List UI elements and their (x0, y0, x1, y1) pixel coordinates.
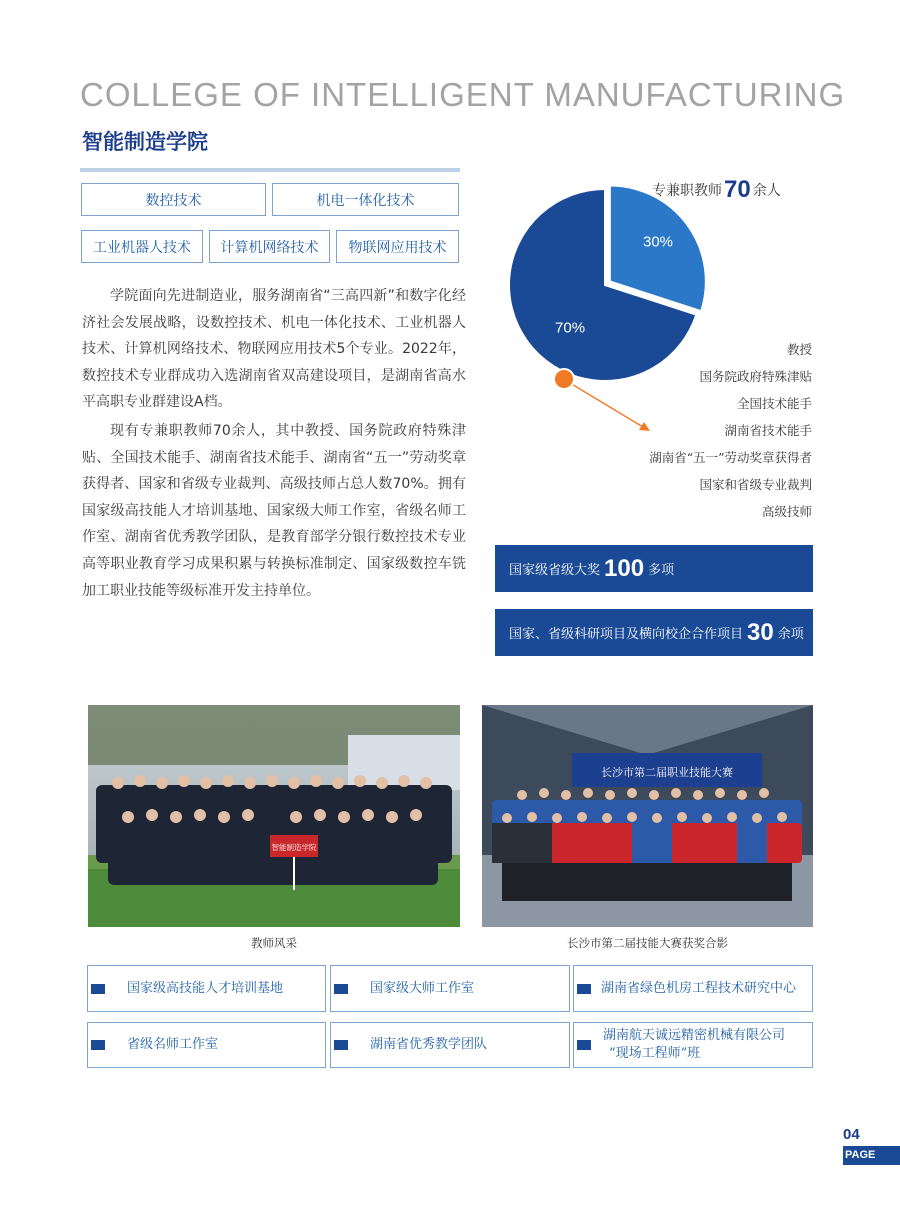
bullet-marker (577, 1040, 591, 1050)
intro-paragraph-1: 学院面向先进制造业，服务湖南省“三高四新”和数字化经济社会发展战略，设数控技术、机电一体化技术、工业机器人技术、计算机网络技术、物联网应用技术5个专业。2022年，数控技术专业群成功入选湖南省双高建设项目，是湖南省高水平高职专业群建设A档。 (82, 288, 466, 411)
major-networking: 计算机网络技术 (209, 230, 330, 263)
page-label: PAGE (843, 1146, 900, 1165)
major-robotics: 工业机器人技术 (81, 230, 203, 263)
intro-paragraph-2: 现有专兼职教师70余人，其中教授、国务院政府特殊津贴、全国技术能手、湖南省技术能手、湖南省“五一”劳动奖章获得者、国家和省级专业裁判、高级技师占总人数70%。拥有国家级高技能人才培训基地、国家级大师工作室，省级名师工作室、湖南省优秀教学团队，是教育部学分银行数控技术专业高等职业教育学习成果积累与转换标准制定、国家级数控车铣加工职业技能等级标准开发主持单位。 (82, 422, 466, 599)
bullet-marker (334, 984, 348, 994)
pie-label-30: 30% (642, 233, 674, 251)
bullet-marker (577, 984, 591, 994)
base-item: 国家级大师工作室 (330, 965, 570, 1012)
honor-item: 教授 (786, 342, 812, 357)
bullet-marker (91, 984, 105, 994)
competition-group-photo (482, 705, 813, 927)
honor-item: 国家和省级专业裁判 (699, 477, 812, 492)
major-cnc: 数控技术 (81, 183, 266, 216)
awards-stat-box: 国家级省级大奖 100 多项 (495, 545, 813, 592)
major-mechatronics: 机电一体化技术 (272, 183, 459, 216)
honors-list (649, 336, 812, 525)
bullet-marker (91, 1040, 105, 1050)
photo-banner-text: 长沙市第二届职业技能大赛 (601, 766, 733, 779)
annotation-arrow-line (565, 380, 643, 427)
faculty-count-number: 70 (724, 176, 751, 203)
left-photo-caption: 教师风采 (251, 936, 297, 950)
right-photo-caption: 长沙市第二届技能大赛获奖合影 (567, 936, 728, 950)
page-number: 04 (843, 1126, 860, 1143)
photo-sign-text: 智能制造学院 (271, 843, 317, 852)
research-number: 30 (747, 618, 774, 646)
honor-item: 国务院政府特殊津贴 (699, 369, 812, 384)
major-iot: 物联网应用技术 (336, 230, 459, 263)
college-introduction (82, 283, 466, 606)
research-stat-box: 国家、省级科研项目及横向校企合作项目 30 余项 (495, 609, 813, 656)
honor-item: 高级技师 (761, 504, 812, 519)
teachers-group-photo (88, 705, 460, 927)
base-item: 国家级高技能人才培训基地 (87, 965, 326, 1012)
chinese-title: 智能制造学院 (82, 130, 208, 154)
english-title: COLLEGE OF INTELLIGENT MANUFACTURING (80, 76, 846, 113)
base-item: 湖南省绿色机房工程技术研究中心 (573, 965, 813, 1012)
title-divider (80, 168, 460, 172)
honor-item: 湖南省技术能手 (724, 423, 812, 438)
base-item: 湖南航天诚远精密机械有限公司 “现场工程师”班 (573, 1022, 813, 1068)
bullet-marker (334, 1040, 348, 1050)
base-item: 省级名师工作室 (87, 1022, 326, 1068)
annotation-dot (554, 369, 574, 389)
awards-number: 100 (604, 554, 645, 582)
faculty-count-label: 专兼职教师70 余人 (652, 176, 781, 203)
base-item: 湖南省优秀教学团队 (330, 1022, 570, 1068)
honor-item: 全国技术能手 (736, 396, 812, 411)
honor-item: 湖南省“五一”劳动奖章获得者 (649, 450, 812, 465)
pie-label-70: 70% (555, 319, 586, 337)
